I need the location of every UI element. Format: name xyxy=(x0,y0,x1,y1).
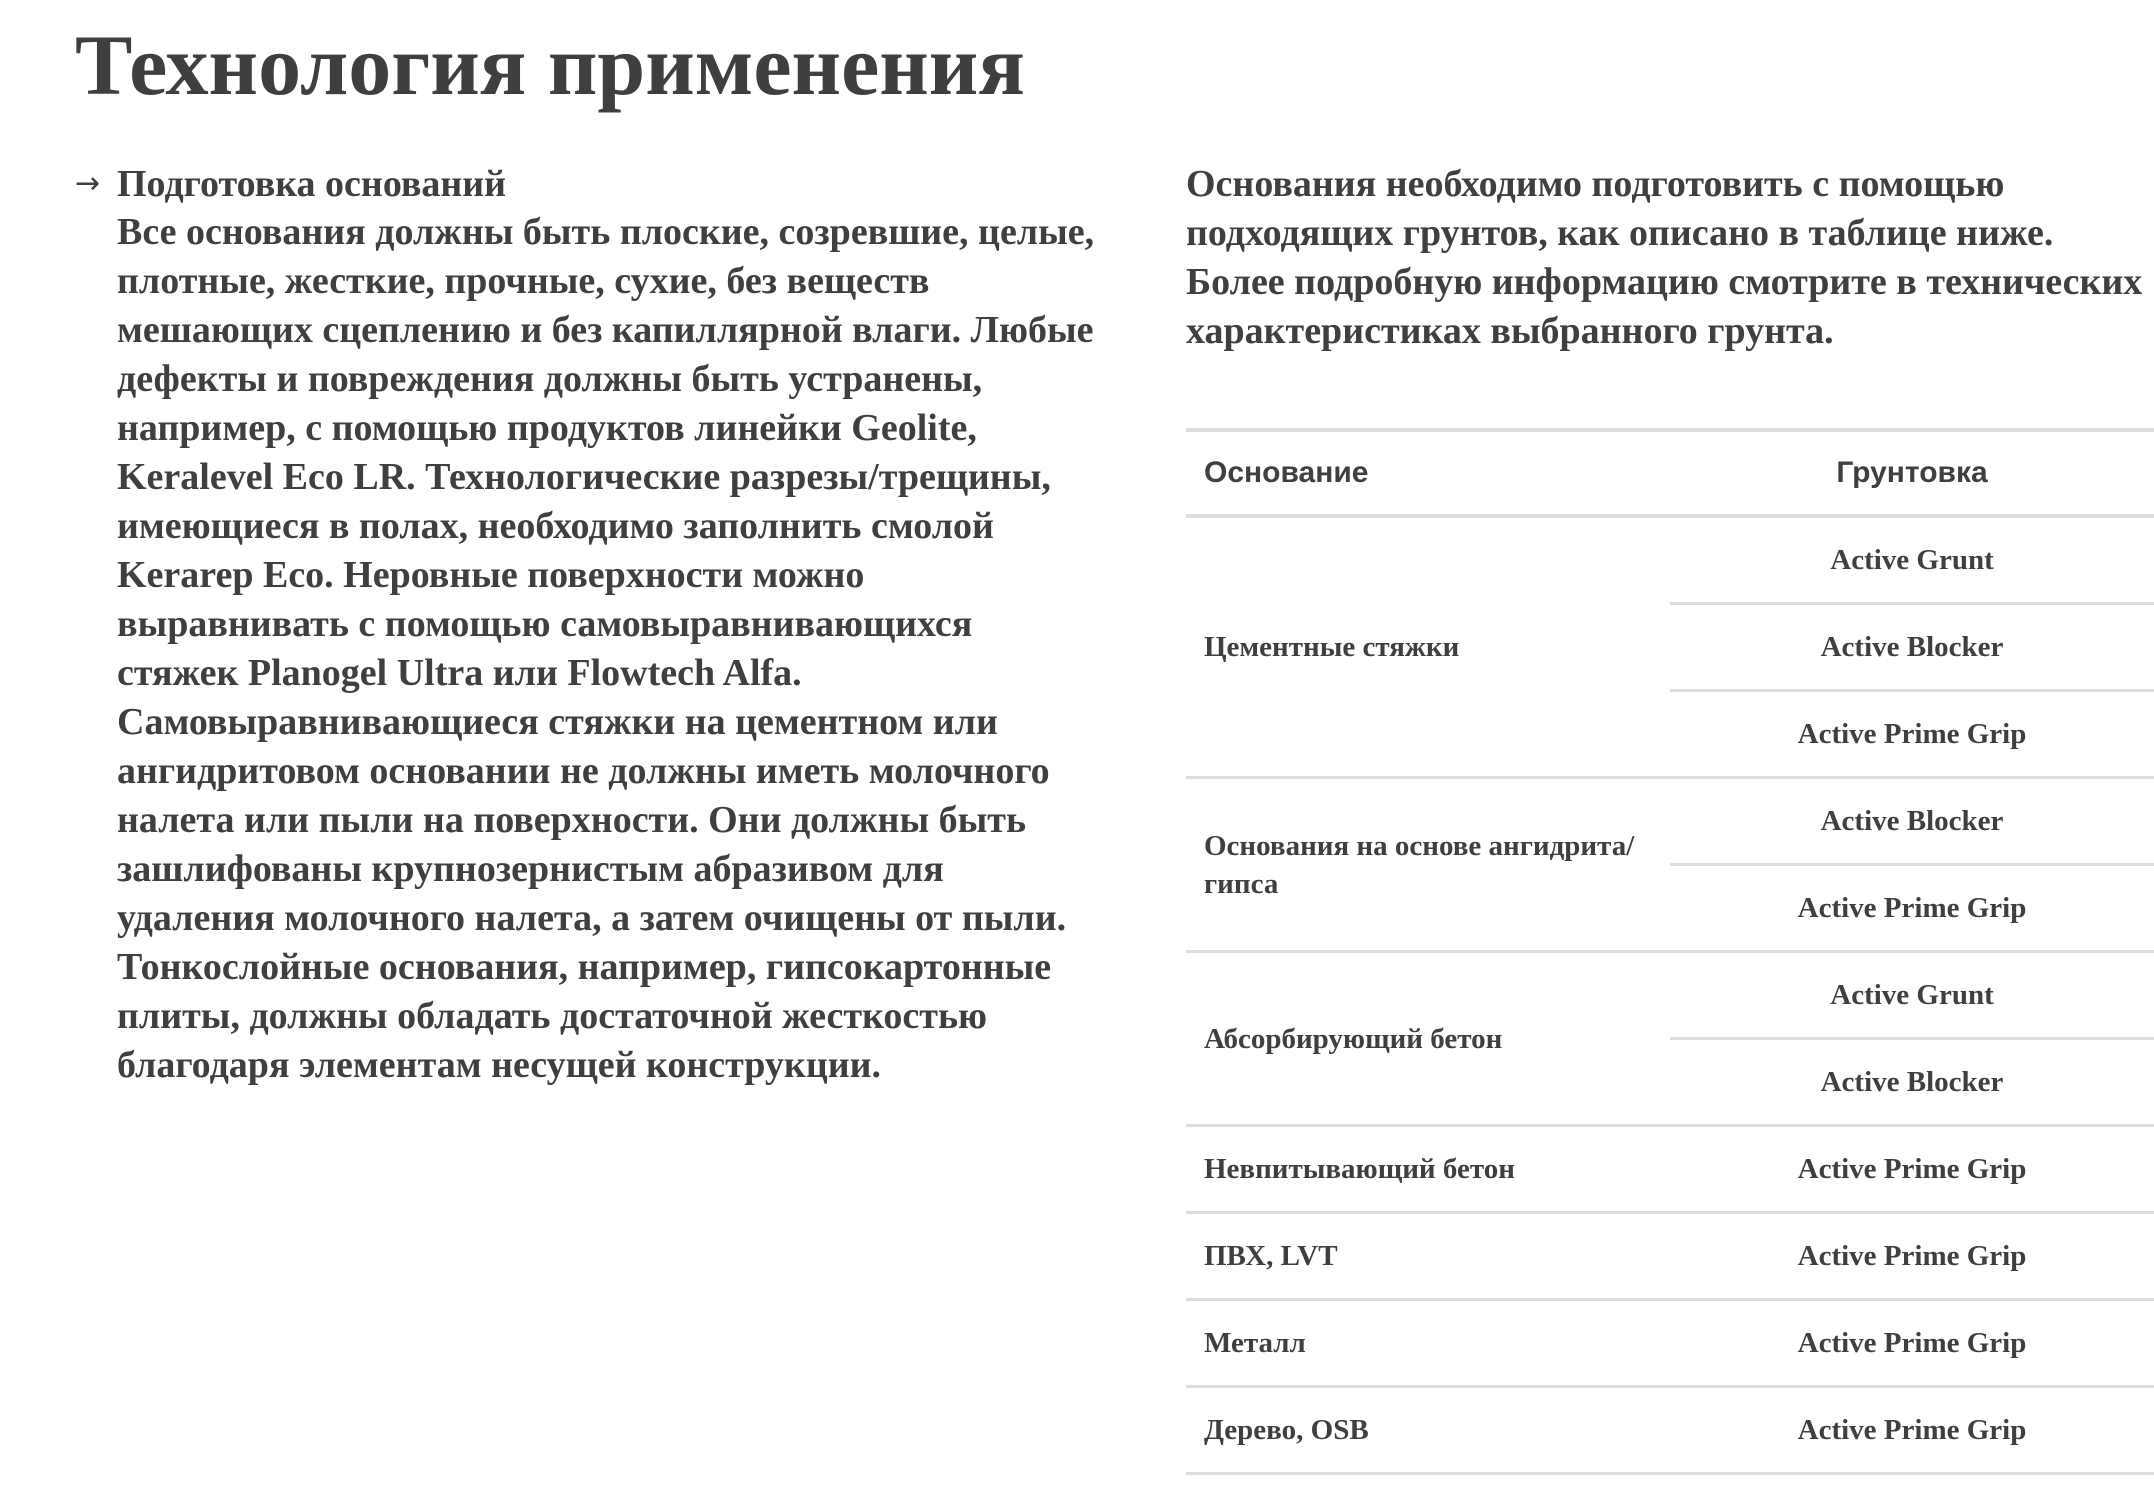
primer-cell: Active Prime Grip xyxy=(1670,691,2154,778)
paragraph-self-leveling-screeds: Самовыравнивающиеся стяжки на цементном или ангидритовом основании не должны иметь молочного налета или пыли на поверхности. Они должны быть зашлифованы крупнозернистым абразивом для удаления молочного налета, а затем очищены от пыли. xyxy=(117,701,1067,939)
section-heading: Подготовка оснований xyxy=(117,163,507,205)
primer-cell: Active Prime Grip xyxy=(1670,865,2154,952)
paragraph-substrate-requirements: Все основания должны быть плоские, созревшие, целые, плотные, жесткие, прочные, сухие, без веществ мешающих сцеплению и без капиллярной влаги. Любые дефекты и повреждения должны быть устранены, например, с помощью продуктов линейки Geolite, Keralevel Eco LR. Технологические разрезы/трещины, имеющиеся в полах, необходимо заполнить смолой Kerarep Eco. Неровные поверхности можно выравнивать с помощью самовыравнивающихся стяжек Planogel Ultra или Flowtech Alfa. xyxy=(117,211,1095,694)
table-row xyxy=(1186,778,2154,865)
preparation-section xyxy=(75,160,1095,1090)
arrow-right-icon: → xyxy=(75,166,101,201)
table-row xyxy=(1186,1213,2154,1300)
table-row xyxy=(1186,1300,2154,1387)
base-cell: Основания на основе ангидрита/гипса xyxy=(1186,778,1670,952)
primer-cell: Active Prime Grip xyxy=(1670,1126,2154,1213)
table-row xyxy=(1186,1126,2154,1213)
base-cell: Невпитывающий бетон xyxy=(1186,1126,1670,1213)
table-row xyxy=(1186,516,2154,604)
primer-cell: Active Prime Grip xyxy=(1670,1213,2154,1300)
primer-cell: Active Prime Grip xyxy=(1670,1387,2154,1474)
table-row xyxy=(1186,1387,2154,1474)
table-header-row xyxy=(1186,430,2154,516)
column-header-base: Основание xyxy=(1186,430,1670,516)
base-cell: Дерево, OSB xyxy=(1186,1387,1670,1474)
page-title: Технология применения xyxy=(75,17,1025,113)
base-cell: ПВХ, LVT xyxy=(1186,1213,1670,1300)
primer-table-body xyxy=(1186,516,2154,1474)
primer-section xyxy=(1186,160,2154,1446)
paragraph-thin-substrates: Тонкослойные основания, например, гипсокартонные плиты, должны обладать достаточной жесткостью благодаря элементам несущей конструкции. xyxy=(117,946,1052,1086)
primer-cell: Active Blocker xyxy=(1670,1039,2154,1126)
primer-cell: Active Grunt xyxy=(1670,516,2154,604)
base-cell: Цементные стяжки xyxy=(1186,516,1670,778)
primer-table xyxy=(1186,428,2154,1475)
column-header-primer: Грунтовка xyxy=(1670,430,2154,516)
base-cell: Металл xyxy=(1186,1300,1670,1387)
table-row xyxy=(1186,952,2154,1039)
primer-cell: Active Grunt xyxy=(1670,952,2154,1039)
base-cell: Абсорбирующий бетон xyxy=(1186,952,1670,1126)
primer-cell: Active Prime Grip xyxy=(1670,1300,2154,1387)
primer-cell: Active Blocker xyxy=(1670,604,2154,691)
primer-cell: Active Blocker xyxy=(1670,778,2154,865)
primer-intro-text: Основания необходимо подготовить с помощью подходящих грунтов, как описано в таблице ниже. Более подробную информацию смотрите в технических характеристиках выбранного грунта. xyxy=(1186,163,2143,352)
